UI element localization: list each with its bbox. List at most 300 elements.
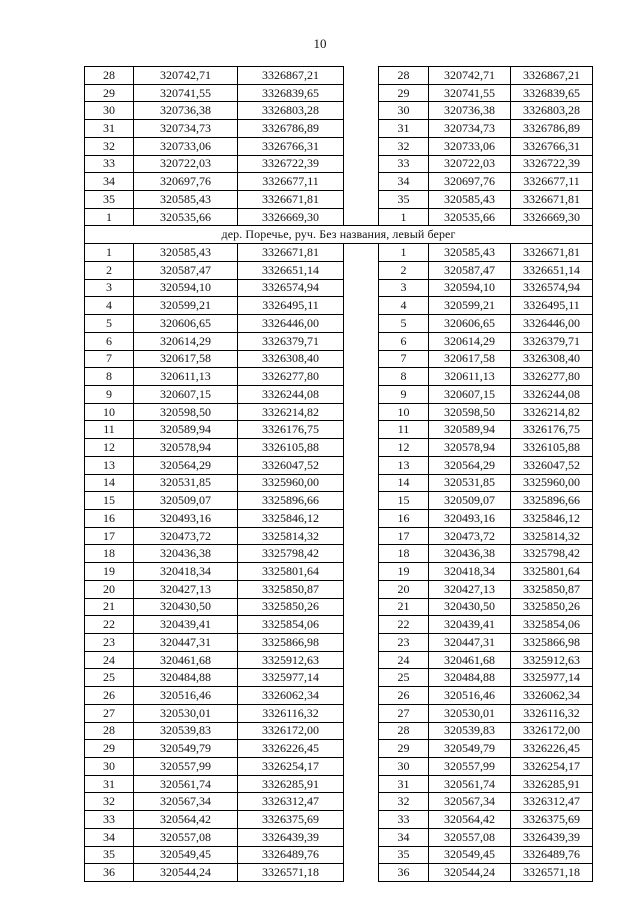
left-y-coordinate: 3326671,81 (238, 244, 344, 262)
left-x-coordinate: 320461,68 (134, 651, 238, 669)
right-y-coordinate: 3326677,11 (511, 173, 593, 191)
left-point-number: 31 (85, 775, 134, 793)
left-x-coordinate: 320617,58 (134, 350, 238, 368)
left-point-number: 6 (85, 332, 134, 350)
right-point-number: 29 (379, 84, 429, 102)
left-point-number: 25 (85, 669, 134, 687)
right-y-coordinate: 3326803,28 (511, 102, 593, 120)
left-y-coordinate: 3326671,81 (238, 191, 344, 209)
column-gap (344, 244, 379, 262)
left-x-coordinate: 320607,15 (134, 385, 238, 403)
right-point-number: 1 (379, 244, 429, 262)
right-x-coordinate: 320741,55 (429, 84, 511, 102)
left-y-coordinate: 3325960,00 (238, 474, 344, 492)
column-gap (344, 580, 379, 598)
table-row (85, 403, 593, 421)
column-gap (344, 527, 379, 545)
right-y-coordinate: 3326254,17 (511, 758, 593, 776)
right-point-number: 32 (379, 137, 429, 155)
table-row (85, 84, 593, 102)
left-x-coordinate: 320493,16 (134, 509, 238, 527)
right-y-coordinate: 3326571,18 (511, 864, 593, 882)
right-point-number: 25 (379, 669, 429, 687)
left-point-number: 20 (85, 580, 134, 598)
right-point-number: 31 (379, 775, 429, 793)
table-row (85, 811, 593, 829)
left-point-number: 15 (85, 492, 134, 510)
left-x-coordinate: 320530,01 (134, 704, 238, 722)
right-x-coordinate: 320564,42 (429, 811, 511, 829)
right-y-coordinate: 3326671,81 (511, 191, 593, 209)
table-row (85, 527, 593, 545)
right-x-coordinate: 320539,83 (429, 722, 511, 740)
right-x-coordinate: 320530,01 (429, 704, 511, 722)
column-gap (344, 297, 379, 315)
right-x-coordinate: 320594,10 (429, 279, 511, 297)
left-y-coordinate: 3326308,40 (238, 350, 344, 368)
right-point-number: 17 (379, 527, 429, 545)
column-gap (344, 704, 379, 722)
left-y-coordinate: 3326446,00 (238, 315, 344, 333)
right-point-number: 13 (379, 456, 429, 474)
right-point-number: 34 (379, 173, 429, 191)
right-point-number: 14 (379, 474, 429, 492)
left-y-coordinate: 3325798,42 (238, 545, 344, 563)
column-gap (344, 775, 379, 793)
table-row (85, 332, 593, 350)
right-y-coordinate: 3326244,08 (511, 385, 593, 403)
table-row (85, 279, 593, 297)
left-x-coordinate: 320598,50 (134, 403, 238, 421)
left-y-coordinate: 3326244,08 (238, 385, 344, 403)
column-gap (344, 403, 379, 421)
table-row (85, 704, 593, 722)
left-x-coordinate: 320544,24 (134, 864, 238, 882)
table-row (85, 261, 593, 279)
left-y-coordinate: 3326285,91 (238, 775, 344, 793)
column-gap (344, 828, 379, 846)
column-gap (344, 279, 379, 297)
right-x-coordinate: 320544,24 (429, 864, 511, 882)
left-x-coordinate: 320742,71 (134, 67, 238, 85)
left-y-coordinate: 3326312,47 (238, 793, 344, 811)
right-point-number: 30 (379, 758, 429, 776)
left-x-coordinate: 320561,74 (134, 775, 238, 793)
right-x-coordinate: 320599,21 (429, 297, 511, 315)
right-y-coordinate: 3326176,75 (511, 421, 593, 439)
right-y-coordinate: 3326105,88 (511, 439, 593, 457)
table-row (85, 456, 593, 474)
table-row (85, 545, 593, 563)
table-row (85, 315, 593, 333)
left-point-number: 14 (85, 474, 134, 492)
column-gap (344, 598, 379, 616)
right-y-coordinate: 3326172,00 (511, 722, 593, 740)
right-point-number: 21 (379, 598, 429, 616)
column-gap (344, 261, 379, 279)
left-point-number: 21 (85, 598, 134, 616)
left-y-coordinate: 3326379,71 (238, 332, 344, 350)
right-y-coordinate: 3326489,76 (511, 846, 593, 864)
left-y-coordinate: 3326047,52 (238, 456, 344, 474)
right-y-coordinate: 3326439,39 (511, 828, 593, 846)
left-point-number: 2 (85, 261, 134, 279)
right-y-coordinate: 3325912,63 (511, 651, 593, 669)
table-row (85, 616, 593, 634)
table-row (85, 509, 593, 527)
right-x-coordinate: 320473,72 (429, 527, 511, 545)
column-gap (344, 616, 379, 634)
right-x-coordinate: 320461,68 (429, 651, 511, 669)
right-x-coordinate: 320736,38 (429, 102, 511, 120)
left-y-coordinate: 3326571,18 (238, 864, 344, 882)
column-gap (344, 846, 379, 864)
left-x-coordinate: 320567,34 (134, 793, 238, 811)
right-y-coordinate: 3326722,39 (511, 155, 593, 173)
right-x-coordinate: 320549,79 (429, 740, 511, 758)
right-point-number: 1 (379, 208, 429, 226)
left-point-number: 12 (85, 439, 134, 457)
right-point-number: 10 (379, 403, 429, 421)
right-point-number: 4 (379, 297, 429, 315)
left-y-coordinate: 3326062,34 (238, 687, 344, 705)
left-point-number: 31 (85, 120, 134, 138)
left-point-number: 33 (85, 155, 134, 173)
left-x-coordinate: 320594,10 (134, 279, 238, 297)
table-row (85, 421, 593, 439)
left-point-number: 4 (85, 297, 134, 315)
column-gap (344, 474, 379, 492)
right-point-number: 24 (379, 651, 429, 669)
right-y-coordinate: 3325896,66 (511, 492, 593, 510)
left-point-number: 32 (85, 137, 134, 155)
right-point-number: 15 (379, 492, 429, 510)
left-x-coordinate: 320564,42 (134, 811, 238, 829)
right-y-coordinate: 3326375,69 (511, 811, 593, 829)
table-row (85, 793, 593, 811)
left-x-coordinate: 320539,83 (134, 722, 238, 740)
left-y-coordinate: 3326439,39 (238, 828, 344, 846)
left-x-coordinate: 320587,47 (134, 261, 238, 279)
left-point-number: 28 (85, 722, 134, 740)
left-point-number: 13 (85, 456, 134, 474)
right-x-coordinate: 320587,47 (429, 261, 511, 279)
left-point-number: 8 (85, 368, 134, 386)
column-gap (344, 687, 379, 705)
right-x-coordinate: 320493,16 (429, 509, 511, 527)
left-point-number: 1 (85, 208, 134, 226)
left-point-number: 27 (85, 704, 134, 722)
table-row (85, 492, 593, 510)
left-x-coordinate: 320516,46 (134, 687, 238, 705)
column-gap (344, 350, 379, 368)
column-gap (344, 120, 379, 138)
left-y-coordinate: 3326677,11 (238, 173, 344, 191)
left-point-number: 16 (85, 509, 134, 527)
left-y-coordinate: 3326172,00 (238, 722, 344, 740)
left-y-coordinate: 3326277,80 (238, 368, 344, 386)
column-gap (344, 332, 379, 350)
left-point-number: 30 (85, 102, 134, 120)
left-y-coordinate: 3325846,12 (238, 509, 344, 527)
right-x-coordinate: 320535,66 (429, 208, 511, 226)
right-point-number: 6 (379, 332, 429, 350)
right-y-coordinate: 3326214,82 (511, 403, 593, 421)
right-x-coordinate: 320722,03 (429, 155, 511, 173)
table-row (85, 244, 593, 262)
left-y-coordinate: 3326375,69 (238, 811, 344, 829)
table-row (85, 740, 593, 758)
right-y-coordinate: 3326839,65 (511, 84, 593, 102)
left-x-coordinate: 320447,31 (134, 634, 238, 652)
left-y-coordinate: 3326176,75 (238, 421, 344, 439)
left-point-number: 34 (85, 173, 134, 191)
left-y-coordinate: 3325814,32 (238, 527, 344, 545)
table-row (85, 173, 593, 191)
right-y-coordinate: 3326574,94 (511, 279, 593, 297)
left-point-number: 34 (85, 828, 134, 846)
left-point-number: 19 (85, 563, 134, 581)
right-point-number: 5 (379, 315, 429, 333)
left-x-coordinate: 320557,99 (134, 758, 238, 776)
right-point-number: 19 (379, 563, 429, 581)
right-x-coordinate: 320598,50 (429, 403, 511, 421)
right-x-coordinate: 320564,29 (429, 456, 511, 474)
left-point-number: 29 (85, 84, 134, 102)
left-point-number: 7 (85, 350, 134, 368)
left-y-coordinate: 3326766,31 (238, 137, 344, 155)
column-gap (344, 155, 379, 173)
right-x-coordinate: 320430,50 (429, 598, 511, 616)
right-y-coordinate: 3326226,45 (511, 740, 593, 758)
table-row (85, 669, 593, 687)
right-x-coordinate: 320578,94 (429, 439, 511, 457)
section-row (85, 226, 593, 244)
left-point-number: 29 (85, 740, 134, 758)
left-x-coordinate: 320736,38 (134, 102, 238, 120)
right-point-number: 12 (379, 439, 429, 457)
left-point-number: 24 (85, 651, 134, 669)
right-y-coordinate: 3326446,00 (511, 315, 593, 333)
column-gap (344, 385, 379, 403)
left-point-number: 23 (85, 634, 134, 652)
left-y-coordinate: 3325896,66 (238, 492, 344, 510)
right-point-number: 36 (379, 864, 429, 882)
column-gap (344, 439, 379, 457)
right-x-coordinate: 320418,34 (429, 563, 511, 581)
table-row (85, 598, 593, 616)
left-y-coordinate: 3325801,64 (238, 563, 344, 581)
column-gap (344, 102, 379, 120)
table-row (85, 864, 593, 882)
right-x-coordinate: 320614,29 (429, 332, 511, 350)
right-point-number: 31 (379, 120, 429, 138)
left-x-coordinate: 320614,29 (134, 332, 238, 350)
column-gap (344, 191, 379, 209)
table-row (85, 102, 593, 120)
table-row (85, 350, 593, 368)
left-y-coordinate: 3326786,89 (238, 120, 344, 138)
left-y-coordinate: 3326839,65 (238, 84, 344, 102)
left-point-number: 32 (85, 793, 134, 811)
left-x-coordinate: 320427,13 (134, 580, 238, 598)
column-gap (344, 492, 379, 510)
column-gap (344, 793, 379, 811)
column-gap (344, 545, 379, 563)
column-gap (344, 651, 379, 669)
coordinates-table (84, 66, 593, 882)
right-y-coordinate: 3326379,71 (511, 332, 593, 350)
left-x-coordinate: 320439,41 (134, 616, 238, 634)
right-x-coordinate: 320557,99 (429, 758, 511, 776)
right-x-coordinate: 320617,58 (429, 350, 511, 368)
right-y-coordinate: 3325798,42 (511, 545, 593, 563)
left-x-coordinate: 320484,88 (134, 669, 238, 687)
right-x-coordinate: 320585,43 (429, 244, 511, 262)
right-point-number: 2 (379, 261, 429, 279)
right-x-coordinate: 320567,34 (429, 793, 511, 811)
right-y-coordinate: 3325850,26 (511, 598, 593, 616)
column-gap (344, 173, 379, 191)
left-point-number: 17 (85, 527, 134, 545)
left-y-coordinate: 3325850,87 (238, 580, 344, 598)
column-gap (344, 84, 379, 102)
table-row (85, 155, 593, 173)
right-point-number: 27 (379, 704, 429, 722)
left-x-coordinate: 320734,73 (134, 120, 238, 138)
right-x-coordinate: 320585,43 (429, 191, 511, 209)
left-x-coordinate: 320611,13 (134, 368, 238, 386)
table-row (85, 120, 593, 138)
left-x-coordinate: 320606,65 (134, 315, 238, 333)
table-row (85, 828, 593, 846)
left-point-number: 1 (85, 244, 134, 262)
right-y-coordinate: 3326062,34 (511, 687, 593, 705)
left-y-coordinate: 3326867,21 (238, 67, 344, 85)
column-gap (344, 634, 379, 652)
left-point-number: 28 (85, 67, 134, 85)
column-gap (344, 208, 379, 226)
right-point-number: 11 (379, 421, 429, 439)
left-y-coordinate: 3326105,88 (238, 439, 344, 457)
left-x-coordinate: 320531,85 (134, 474, 238, 492)
column-gap (344, 563, 379, 581)
left-y-coordinate: 3326722,39 (238, 155, 344, 173)
left-x-coordinate: 320697,76 (134, 173, 238, 191)
left-y-coordinate: 3326574,94 (238, 279, 344, 297)
right-y-coordinate: 3326867,21 (511, 67, 593, 85)
left-y-coordinate: 3326669,30 (238, 208, 344, 226)
right-x-coordinate: 320561,74 (429, 775, 511, 793)
left-point-number: 22 (85, 616, 134, 634)
left-point-number: 5 (85, 315, 134, 333)
table-row (85, 137, 593, 155)
left-y-coordinate: 3326489,76 (238, 846, 344, 864)
right-y-coordinate: 3326495,11 (511, 297, 593, 315)
right-x-coordinate: 320436,38 (429, 545, 511, 563)
left-point-number: 35 (85, 191, 134, 209)
column-gap (344, 758, 379, 776)
right-y-coordinate: 3325850,87 (511, 580, 593, 598)
left-y-coordinate: 3326803,28 (238, 102, 344, 120)
column-gap (344, 722, 379, 740)
right-point-number: 9 (379, 385, 429, 403)
right-point-number: 20 (379, 580, 429, 598)
right-y-coordinate: 3326651,14 (511, 261, 593, 279)
table-row (85, 439, 593, 457)
left-x-coordinate: 320430,50 (134, 598, 238, 616)
left-x-coordinate: 320578,94 (134, 439, 238, 457)
left-y-coordinate: 3326116,32 (238, 704, 344, 722)
right-x-coordinate: 320734,73 (429, 120, 511, 138)
left-point-number: 26 (85, 687, 134, 705)
column-gap (344, 315, 379, 333)
right-x-coordinate: 320531,85 (429, 474, 511, 492)
table-row (85, 563, 593, 581)
section-title: дер. Поречье, руч. Без названия, левый берег (85, 226, 593, 244)
left-x-coordinate: 320549,45 (134, 846, 238, 864)
right-point-number: 30 (379, 102, 429, 120)
left-x-coordinate: 320585,43 (134, 191, 238, 209)
right-x-coordinate: 320557,08 (429, 828, 511, 846)
table-row (85, 634, 593, 652)
right-x-coordinate: 320516,46 (429, 687, 511, 705)
column-gap (344, 368, 379, 386)
right-point-number: 32 (379, 793, 429, 811)
left-point-number: 36 (85, 864, 134, 882)
right-y-coordinate: 3326786,89 (511, 120, 593, 138)
left-x-coordinate: 320436,38 (134, 545, 238, 563)
column-gap (344, 456, 379, 474)
right-y-coordinate: 3326277,80 (511, 368, 593, 386)
right-y-coordinate: 3326308,40 (511, 350, 593, 368)
left-x-coordinate: 320549,79 (134, 740, 238, 758)
table-row (85, 368, 593, 386)
left-y-coordinate: 3325977,14 (238, 669, 344, 687)
table-row (85, 297, 593, 315)
right-point-number: 22 (379, 616, 429, 634)
table-row (85, 758, 593, 776)
column-gap (344, 669, 379, 687)
right-point-number: 35 (379, 191, 429, 209)
left-y-coordinate: 3326254,17 (238, 758, 344, 776)
right-point-number: 29 (379, 740, 429, 758)
right-y-coordinate: 3326766,31 (511, 137, 593, 155)
table-row (85, 67, 593, 85)
table-row (85, 474, 593, 492)
table-row (85, 208, 593, 226)
left-point-number: 30 (85, 758, 134, 776)
right-x-coordinate: 320484,88 (429, 669, 511, 687)
right-y-coordinate: 3325846,12 (511, 509, 593, 527)
table-row (85, 846, 593, 864)
left-y-coordinate: 3325866,98 (238, 634, 344, 652)
right-y-coordinate: 3325866,98 (511, 634, 593, 652)
left-y-coordinate: 3326226,45 (238, 740, 344, 758)
left-point-number: 33 (85, 811, 134, 829)
right-point-number: 18 (379, 545, 429, 563)
right-y-coordinate: 3325960,00 (511, 474, 593, 492)
right-y-coordinate: 3326312,47 (511, 793, 593, 811)
left-x-coordinate: 320473,72 (134, 527, 238, 545)
right-x-coordinate: 320742,71 (429, 67, 511, 85)
left-x-coordinate: 320585,43 (134, 244, 238, 262)
column-gap (344, 811, 379, 829)
right-point-number: 8 (379, 368, 429, 386)
right-y-coordinate: 3325801,64 (511, 563, 593, 581)
right-x-coordinate: 320549,45 (429, 846, 511, 864)
right-x-coordinate: 320607,15 (429, 385, 511, 403)
